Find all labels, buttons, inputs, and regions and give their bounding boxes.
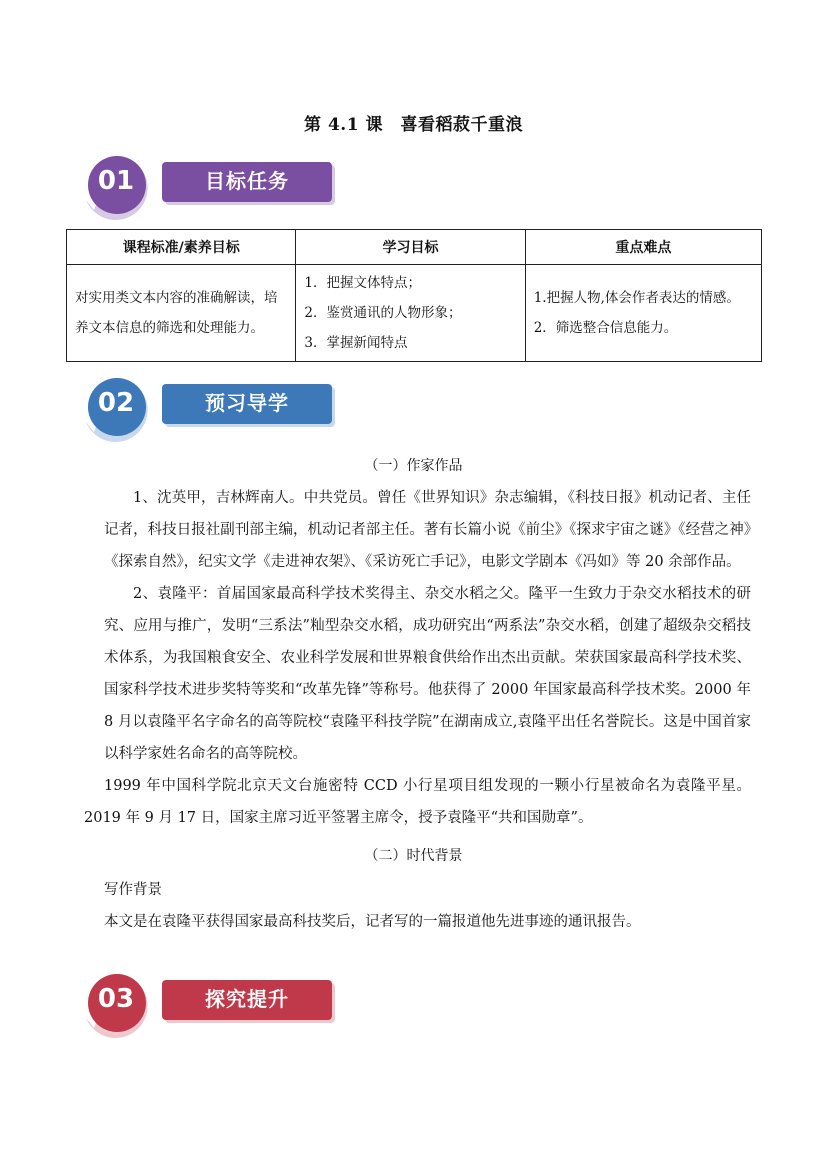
table-cell-learning-goals <box>296 265 525 362</box>
page-title: 第 4.1 课 喜看稻菽千重浪 <box>304 115 523 135</box>
table-header-row <box>67 230 762 265</box>
background-text: 本文是在袁隆平获得国家最高科技奖后，记者写的一篇报道他先进事迹的通讯报告。 <box>104 914 641 930</box>
section-header-preview <box>80 374 350 444</box>
goals-table <box>66 229 762 362</box>
section-label: 目标任务 <box>162 162 332 202</box>
table-header: 重点难点 <box>525 230 761 265</box>
list-item: 2．鉴赏通讯的人物形象； <box>304 305 462 321</box>
section-header-explore <box>80 970 350 1040</box>
table-row <box>67 265 762 362</box>
section-number: 03 <box>97 984 135 1014</box>
list-item: 1.把握人物,体会作者表达的情感。 <box>533 290 740 306</box>
table-header: 学习目标 <box>296 230 525 265</box>
subheading-background: （二）时代背景 <box>364 848 463 864</box>
list-item: 1．把握文体特点； <box>304 275 421 291</box>
table-header: 课程标准/素养目标 <box>67 230 296 265</box>
background-label: 写作背景 <box>104 882 162 898</box>
paragraph-asteroid: 1999 年中国科学院北京天文台施密特 CCD 小行星项目组发现的一颗小行星被命名为袁隆平星。2019 年 9 月 17 日，国家主席习近平签署主席令，授予袁隆平“共和国勋章”。 <box>84 778 751 826</box>
section-number: 02 <box>97 388 135 418</box>
table-cell-key-points <box>525 265 761 362</box>
paragraph-author: 1、沈英甲，吉林辉南人。中共党员。曾任《世界知识》杂志编辑，《科技日报》机动记者、主任记者，科技日报社副刊部主编，机动记者部主任。著有长篇小说《前尘》《探求宇宙之谜》《经营之神》《探索自然》，纪实文学《走进神农架》、《采访死亡手记》，电影文学剧本《冯如》等 20 余部作品。 <box>104 490 751 570</box>
paragraph-yuan: 2、袁隆平：首届国家最高科学技术奖得主、杂交水稻之父。隆平一生致力于杂交水稻技术的研究、应用与推广，发明“三系法”籼型杂交水稻，成功研究出“两系法”杂交水稻，创建了超级杂交稻技术体系，为我国粮食安全、农业科学发展和世界粮食供给作出杰出贡献。荣获国家最高科学技术奖、国家科学技术进步奖特等奖和“改革先锋”等称号。他获得了 2000 年国家最高科学技术奖。2000 年 8 月以袁隆平名字命名的高等院校“袁隆平科技学院”在湖南成立,袁隆平出任名誉院长。这是中国首家以科学家姓名命名的高等院校。 <box>104 586 751 762</box>
list-item: 3．掌握新闻特点 <box>304 335 408 351</box>
section-label: 预习导学 <box>162 384 332 424</box>
list-item: 2．筛选整合信息能力。 <box>533 320 678 336</box>
section-header-goals <box>80 152 350 222</box>
table-cell-standard: 对实用类文本内容的准确解读，培养文本信息的筛选和处理能力。 <box>67 265 296 362</box>
subheading-author: （一）作家作品 <box>364 458 463 474</box>
section-label: 探究提升 <box>162 980 332 1020</box>
section-number: 01 <box>97 166 135 196</box>
